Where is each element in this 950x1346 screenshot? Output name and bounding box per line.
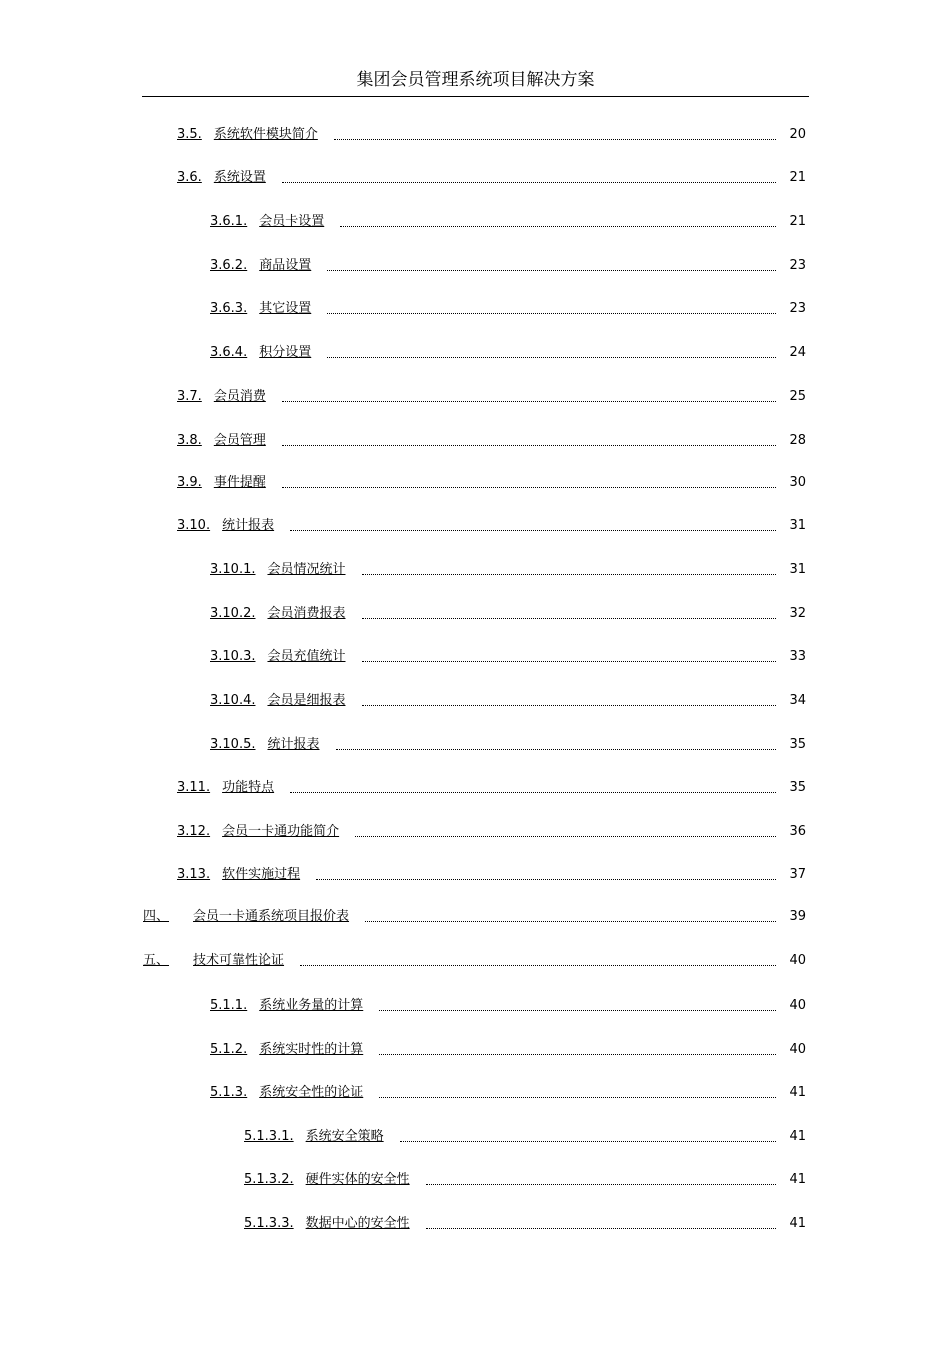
toc-entry (210, 297, 806, 317)
toc-leader-dots (336, 748, 777, 750)
toc-entry-title: 其它设置 (259, 301, 312, 316)
toc-entry (244, 1168, 806, 1188)
toc-entry (177, 166, 806, 186)
toc-entry-number: 四、 (143, 909, 170, 924)
toc-entry-link[interactable] (177, 389, 280, 405)
toc-entry-title: 系统安全性的论证 (259, 1085, 364, 1100)
toc-entry-title: 会员是细报表 (267, 693, 346, 708)
toc-entry-title: 系统软件模块简介 (213, 127, 318, 142)
toc-entry-page-number[interactable]: 40 (789, 1042, 806, 1057)
toc-entry (177, 385, 806, 405)
toc-entry-title: 会员消费 (213, 389, 266, 404)
toc-entry-number: 3.6.3. (210, 301, 248, 316)
toc-entry-title: 会员情况统计 (267, 562, 346, 577)
toc-entry-title: 系统设置 (213, 170, 266, 185)
toc-entry-page-number[interactable]: 41 (789, 1216, 806, 1231)
toc-entry-link[interactable] (210, 737, 334, 753)
toc-entry-page-number[interactable]: 23 (789, 258, 806, 273)
toc-entry-link[interactable] (244, 1172, 424, 1188)
toc-entry-page-number[interactable]: 39 (789, 909, 806, 924)
toc-entry (177, 471, 806, 491)
toc-entry-title: 系统业务量的计算 (259, 998, 364, 1013)
toc-entry (210, 341, 806, 361)
toc-leader-dots (362, 617, 777, 619)
toc-entry (244, 1125, 806, 1145)
toc-entry-page-number[interactable]: 41 (789, 1172, 806, 1187)
toc-entry-title: 硬件实体的安全性 (305, 1172, 410, 1187)
toc-entry-title: 统计报表 (267, 737, 320, 752)
toc-leader-dots (327, 269, 776, 271)
toc-entry-number: 3.10.5. (210, 737, 256, 752)
toc-entry (210, 210, 806, 230)
toc-leader-dots (362, 660, 777, 662)
toc-entry-page-number[interactable]: 33 (789, 649, 806, 664)
toc-entry (210, 254, 806, 274)
toc-entry-link[interactable] (143, 953, 298, 969)
toc-entry-number: 3.10.4. (210, 693, 256, 708)
toc-entry-title: 会员充值统计 (267, 649, 346, 664)
toc-entry (210, 602, 806, 622)
toc-entry (244, 1212, 806, 1232)
toc-entry-title: 会员一卡通功能简介 (222, 824, 340, 839)
toc-leader-dots (316, 878, 776, 880)
toc-leader-dots (379, 1096, 776, 1098)
toc-entry (210, 1081, 806, 1101)
toc-entry-page-number[interactable]: 30 (789, 475, 806, 490)
toc-entry-title: 积分设置 (259, 345, 312, 360)
toc-entry-page-number[interactable]: 40 (789, 953, 806, 968)
toc-entry-title: 会员消费报表 (267, 606, 346, 621)
toc-leader-dots (334, 138, 776, 140)
toc-entry-page-number[interactable]: 21 (789, 170, 806, 185)
toc-entry-title: 会员一卡通系统项目报价表 (193, 909, 350, 924)
toc-leader-dots (300, 964, 776, 966)
toc-entry (177, 123, 806, 143)
toc-entry-page-number[interactable]: 21 (789, 214, 806, 229)
toc-entry-link[interactable] (210, 301, 325, 317)
toc-leader-dots (426, 1227, 776, 1229)
toc-entry-link[interactable] (177, 127, 332, 143)
toc-leader-dots (365, 920, 776, 922)
toc-entry (177, 820, 806, 840)
toc-entry-page-number[interactable]: 37 (789, 867, 806, 882)
toc-entry-number: 3.11. (177, 780, 211, 795)
toc-leader-dots (282, 486, 776, 488)
toc-entry-number: 3.8. (177, 433, 202, 448)
toc-entry-title: 数据中心的安全性 (305, 1216, 410, 1231)
toc-entry (177, 863, 806, 883)
toc-entry-number: 3.5. (177, 127, 202, 142)
toc-entry-number: 3.10.3. (210, 649, 256, 664)
toc-entry-number: 3.6.1. (210, 214, 248, 229)
toc-entry-number: 3.10. (177, 518, 211, 533)
toc-entry-title: 统计报表 (222, 518, 275, 533)
toc-entry-number: 3.10.1. (210, 562, 256, 577)
toc-entry-title: 软件实施过程 (222, 867, 301, 882)
toc-entry-link[interactable] (210, 606, 360, 622)
toc-leader-dots (327, 356, 776, 358)
toc-entry-title: 会员管理 (213, 433, 266, 448)
toc-entry-page-number[interactable]: 23 (789, 301, 806, 316)
toc-entry-link[interactable] (177, 867, 314, 883)
toc-entry (210, 558, 806, 578)
toc-entry-number: 5.1.2. (210, 1042, 248, 1057)
toc-leader-dots (355, 835, 776, 837)
toc-entry-title: 商品设置 (259, 258, 312, 273)
toc-entry-number: 5.1.3.3. (244, 1216, 294, 1231)
page-header-title: 集团会员管理系统项目解决方案 (356, 70, 595, 90)
toc-leader-dots (327, 312, 776, 314)
toc-leader-dots (290, 529, 776, 531)
toc-entry-title: 会员卡设置 (259, 214, 325, 229)
toc-entry-link[interactable] (210, 998, 377, 1014)
toc-entry-number: 3.10.2. (210, 606, 256, 621)
toc-leader-dots (379, 1009, 776, 1011)
toc-entry-page-number[interactable]: 36 (789, 824, 806, 839)
toc-entry-page-number[interactable]: 40 (789, 998, 806, 1013)
toc-entry-page-number[interactable]: 25 (789, 389, 806, 404)
toc-entry-link[interactable] (210, 258, 325, 274)
toc-entry (143, 949, 806, 969)
toc-entry (210, 1038, 806, 1058)
toc-leader-dots (282, 444, 776, 446)
toc-entry (177, 429, 806, 449)
toc-entry (210, 645, 806, 665)
toc-leader-dots (400, 1140, 776, 1142)
toc-entry-number: 5.1.1. (210, 998, 248, 1013)
toc-entry (177, 776, 806, 796)
toc-entry-page-number[interactable]: 41 (789, 1085, 806, 1100)
toc-entry-link[interactable] (210, 214, 338, 230)
toc-entry-number: 5.1.3.1. (244, 1129, 294, 1144)
toc-entry-title: 功能特点 (222, 780, 275, 795)
toc-entry-page-number[interactable]: 41 (789, 1129, 806, 1144)
toc-entry (177, 514, 806, 534)
toc-entry-link[interactable] (177, 433, 280, 449)
toc-entry-page-number[interactable]: 31 (789, 518, 806, 533)
toc-entry-number: 3.9. (177, 475, 202, 490)
toc-entry-link[interactable] (177, 170, 280, 186)
toc-entry-number: 3.12. (177, 824, 211, 839)
toc-leader-dots (282, 181, 776, 183)
toc-entry-page-number[interactable]: 32 (789, 606, 806, 621)
toc-entry-page-number[interactable]: 35 (789, 737, 806, 752)
toc-entry-number: 3.6.4. (210, 345, 248, 360)
toc-entry-link[interactable] (177, 475, 280, 491)
toc-entry-number: 5.1.3. (210, 1085, 248, 1100)
toc-entry-link[interactable] (210, 562, 360, 578)
toc-leader-dots (282, 400, 776, 402)
toc-entry-page-number[interactable]: 24 (789, 345, 806, 360)
toc-entry-link[interactable] (177, 518, 288, 534)
toc-entry-link[interactable] (244, 1216, 424, 1232)
toc-entry-title: 事件提醒 (213, 475, 266, 490)
toc-entry-title: 系统安全策略 (305, 1129, 384, 1144)
toc-entry-number: 3.7. (177, 389, 202, 404)
toc-entry-link[interactable] (177, 780, 288, 796)
toc-entry (143, 905, 806, 925)
toc-entry-link[interactable] (143, 909, 363, 925)
toc-leader-dots (362, 704, 777, 706)
toc-entry-link[interactable] (210, 1042, 377, 1058)
toc-leader-dots (379, 1053, 776, 1055)
toc-entry-page-number[interactable]: 20 (789, 127, 806, 142)
toc-entry-link[interactable] (210, 1085, 377, 1101)
toc-entry (210, 733, 806, 753)
toc-entry-link[interactable] (210, 345, 325, 361)
toc-entry (210, 994, 806, 1014)
toc-entry-number: 3.6. (177, 170, 202, 185)
toc-entry-page-number[interactable]: 31 (789, 562, 806, 577)
toc-leader-dots (426, 1183, 776, 1185)
toc-entry-link[interactable] (244, 1129, 398, 1145)
toc-entry-page-number[interactable]: 28 (789, 433, 806, 448)
toc-entry (210, 689, 806, 709)
toc-leader-dots (290, 791, 776, 793)
toc-entry-number: 五、 (143, 953, 170, 968)
toc-leader-dots (340, 225, 776, 227)
toc-entry-number: 5.1.3.2. (244, 1172, 294, 1187)
toc-entry-title: 技术可靠性论证 (193, 953, 285, 968)
toc-entry-page-number[interactable]: 35 (789, 780, 806, 795)
toc-entry-title: 系统实时性的计算 (259, 1042, 364, 1057)
toc-entry-link[interactable] (210, 693, 360, 709)
toc-entry-link[interactable] (177, 824, 353, 840)
toc-entry-number: 3.13. (177, 867, 211, 882)
toc-entry-link[interactable] (210, 649, 360, 665)
toc-entry-page-number[interactable]: 34 (789, 693, 806, 708)
toc-leader-dots (362, 573, 777, 575)
toc-entry-number: 3.6.2. (210, 258, 248, 273)
